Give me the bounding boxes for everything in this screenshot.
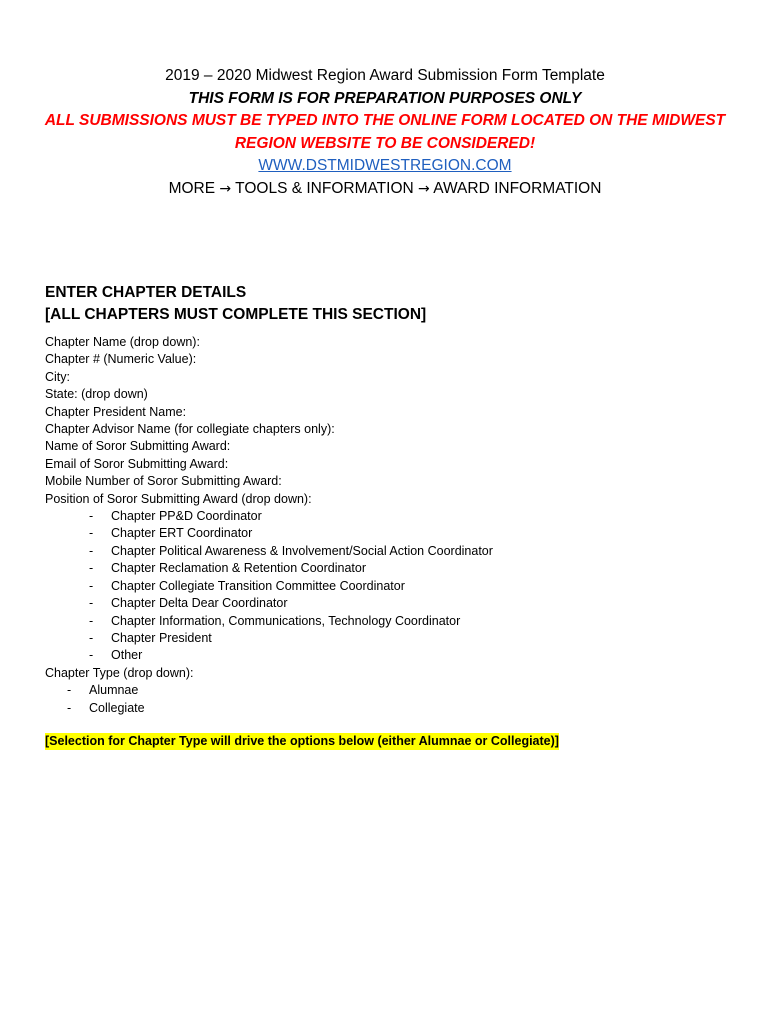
position-option-label: Chapter Political Awareness & Involvement/Social Action Coordinator	[111, 543, 493, 558]
position-option-label: Chapter Information, Communications, Technology Coordinator	[111, 613, 461, 628]
field-state: State: (drop down)	[45, 387, 148, 402]
field-chapter-president-name: Chapter President Name:	[45, 404, 187, 419]
position-option	[45, 630, 745, 647]
list-dash: -	[89, 630, 94, 645]
chapter-type-option-label: Collegiate	[89, 700, 145, 715]
preparation-notice: THIS FORM IS FOR PREPARATION PURPOSES ONLY	[188, 89, 582, 107]
list-dash: -	[89, 526, 94, 541]
field-chapter-advisor-name: Chapter Advisor Name (for collegiate chapters only):	[45, 422, 335, 437]
form-title: 2019 – 2020 Midwest Region Award Submission Form Template	[165, 67, 605, 84]
list-dash: -	[89, 543, 94, 558]
field-chapter-number: Chapter # (Numeric Value):	[45, 352, 197, 367]
list-dash: -	[89, 509, 94, 524]
position-option-label: Chapter PP&D Coordinator	[111, 509, 262, 524]
position-option	[45, 613, 745, 630]
field-soror-position: Position of Soror Submitting Award (drop down):	[45, 491, 312, 506]
list-dash: -	[67, 683, 72, 698]
list-dash: -	[89, 578, 94, 593]
nav-more: MORE	[168, 179, 216, 197]
website-link[interactable]: WWW.DSTMIDWESTREGION.COM	[258, 157, 512, 174]
position-option	[45, 560, 745, 577]
field-city: City:	[45, 369, 70, 384]
submission-warning-line-1: ALL SUBMISSIONS MUST BE TYPED INTO THE ONLINE FORM LOCATED ON THE MIDWEST	[44, 112, 726, 129]
field-list	[45, 334, 745, 717]
position-option	[45, 578, 745, 595]
arrow-right-icon: →	[219, 180, 232, 197]
position-option	[45, 525, 745, 542]
position-option-label: Other	[111, 648, 143, 663]
nav-award-information: AWARD INFORMATION	[433, 179, 602, 197]
nav-tools-information: TOOLS & INFORMATION	[235, 179, 414, 197]
website-link-line	[0, 155, 770, 178]
list-dash: -	[89, 596, 94, 611]
arrow-right-icon: →	[418, 180, 430, 197]
position-option-label: Chapter ERT Coordinator	[111, 526, 253, 541]
position-option-label: Chapter President	[111, 630, 212, 645]
list-dash: -	[89, 613, 94, 628]
position-option-label: Chapter Collegiate Transition Committee Coordinator	[111, 578, 405, 593]
position-option	[45, 595, 745, 612]
position-option-label: Chapter Reclamation & Retention Coordinator	[111, 561, 366, 576]
field-soror-mobile: Mobile Number of Soror Submitting Award:	[45, 474, 282, 489]
field-chapter-type: Chapter Type (drop down):	[45, 665, 194, 680]
section-subtitle: [ALL CHAPTERS MUST COMPLETE THIS SECTION]	[45, 306, 427, 323]
navigation-path	[0, 178, 770, 201]
submission-warning-line-2: REGION WEBSITE TO BE CONSIDERED!	[234, 134, 536, 152]
field-soror-email: Email of Soror Submitting Award:	[45, 456, 229, 471]
position-option-label: Chapter Delta Dear Coordinator	[111, 596, 288, 611]
position-option	[45, 543, 745, 560]
chapter-type-option-label: Alumnae	[89, 683, 139, 698]
position-option	[45, 508, 745, 525]
list-dash: -	[67, 700, 72, 715]
list-dash: -	[89, 648, 94, 663]
section-title: ENTER CHAPTER DETAILS	[45, 284, 247, 301]
chapter-details-section	[45, 282, 745, 750]
list-dash: -	[89, 561, 94, 576]
document-header	[0, 65, 770, 200]
chapter-type-option	[45, 682, 745, 699]
chapter-type-option	[45, 700, 745, 717]
position-option	[45, 647, 745, 664]
field-soror-name: Name of Soror Submitting Award:	[45, 439, 231, 454]
field-chapter-name: Chapter Name (drop down):	[45, 335, 200, 349]
chapter-type-note: [Selection for Chapter Type will drive the options below (either Alumnae or Collegiate)]	[45, 733, 559, 748]
